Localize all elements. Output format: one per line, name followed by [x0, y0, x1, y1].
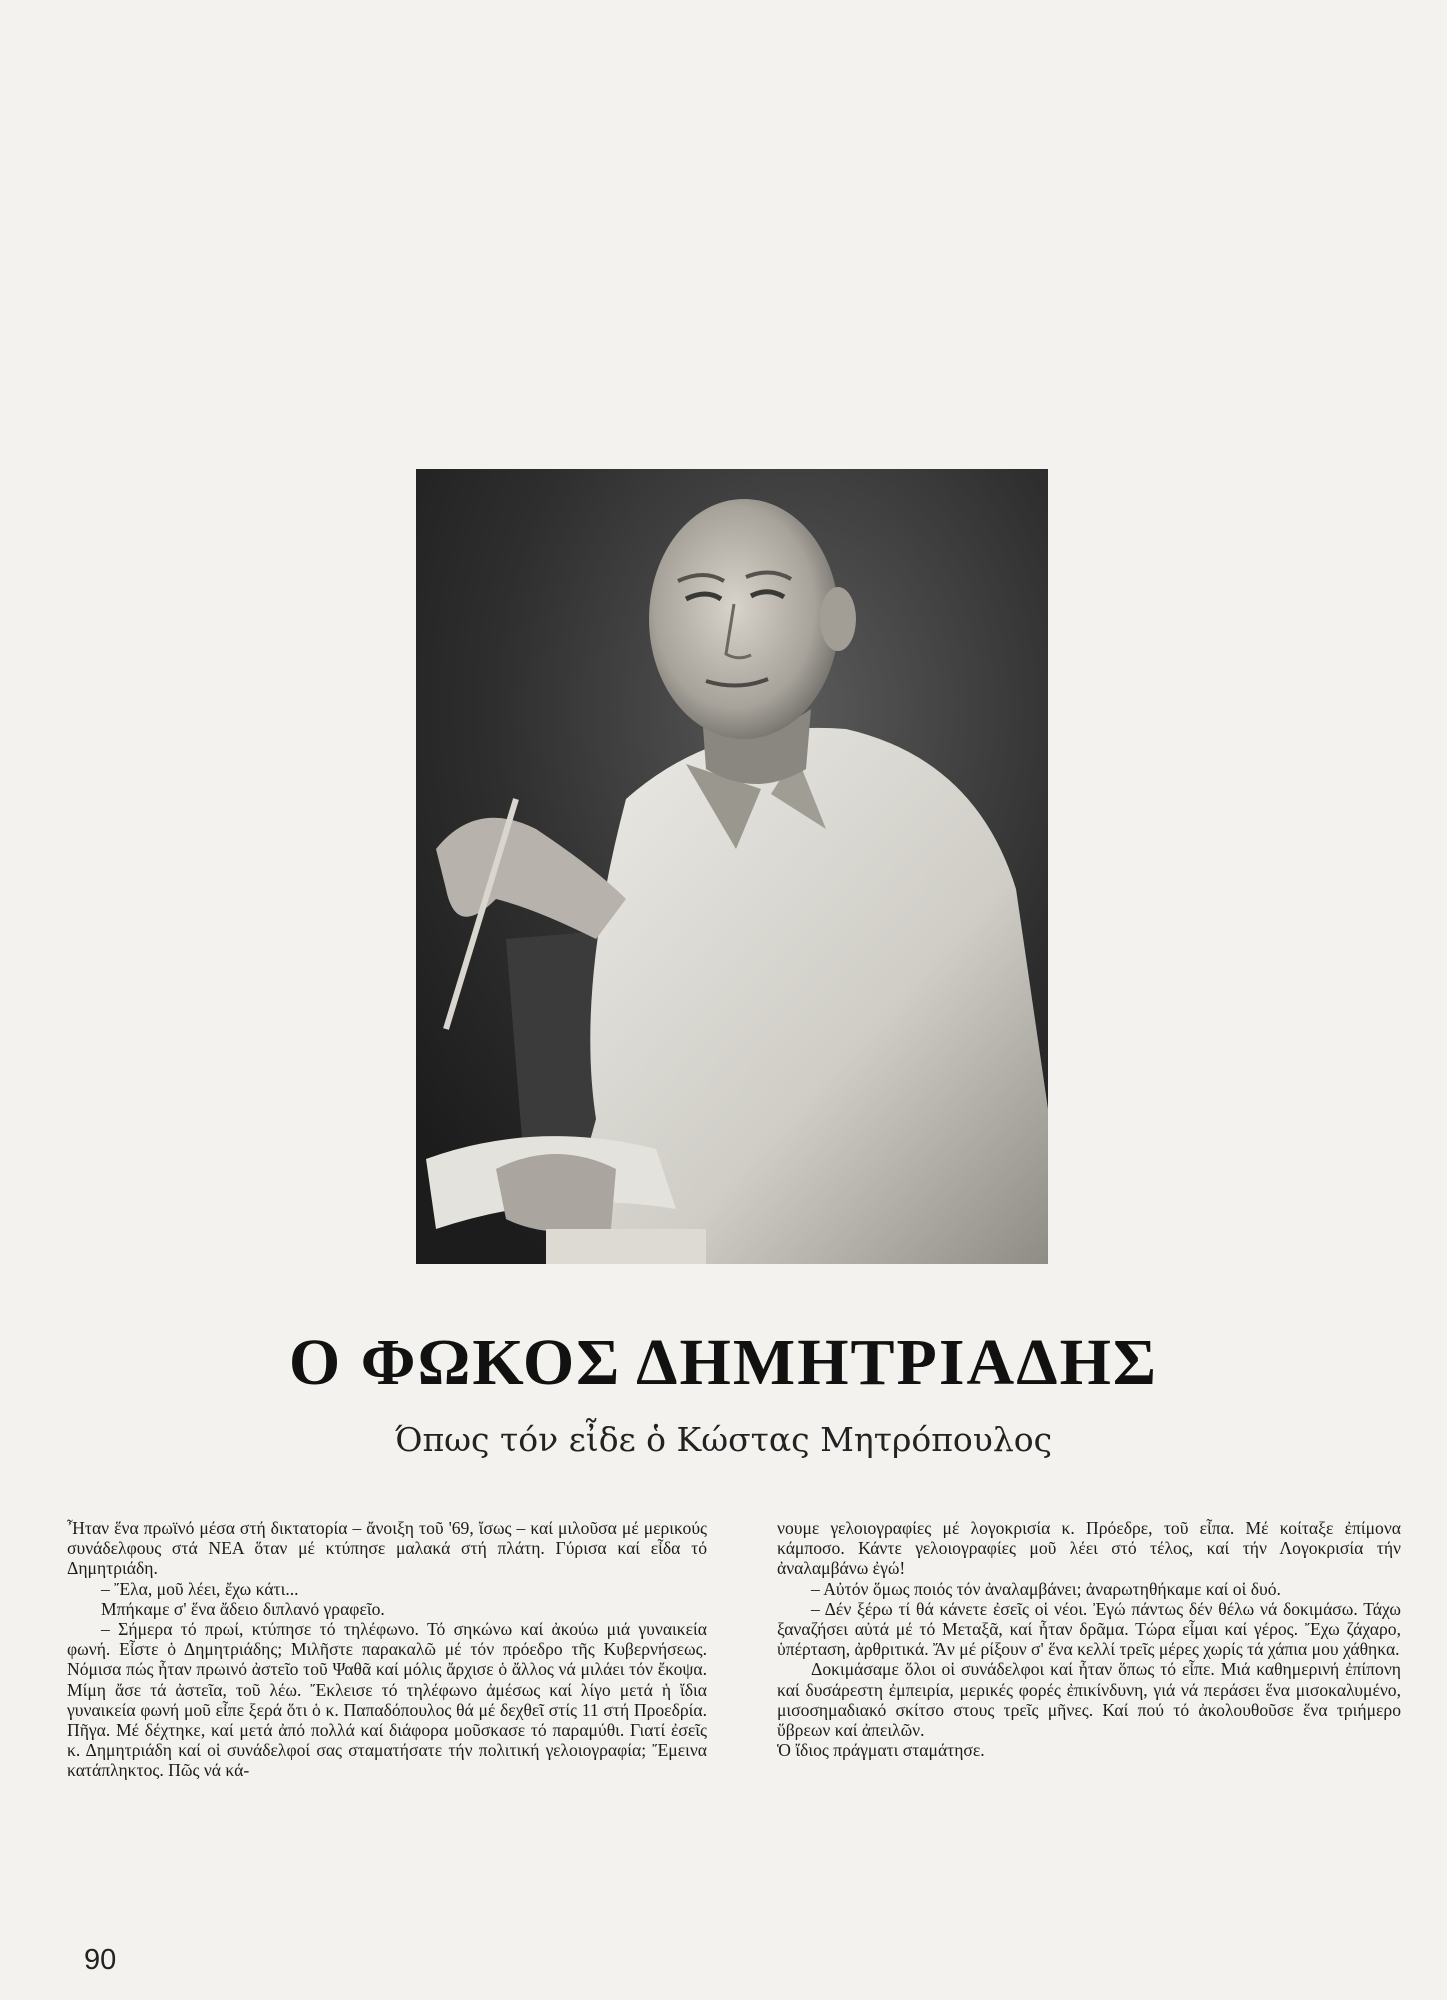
- article-subtitle: Όπως τόν εἶδε ὁ Κώστας Μητρόπουλος: [394, 1420, 1053, 1459]
- paragraph: Ὁ ἴδιος πράγματι σταμάτησε.: [777, 1740, 985, 1761]
- page-number: 90: [84, 1944, 117, 1976]
- paragraph: – Σήμερα τό πρωί, κτύπησε τό τηλέφωνο. Τό σηκώνω καί ἀκούω μιά γυναικεία φωνή. Εἶστε ὁ Δημητριάδης; Μιλῆστε παρακαλῶ μέ τόν πρόεδρο τῆς Κυβερνήσεως. Νόμισα πώς ἦταν πρωινό ἀστεῖο τοῦ Ψαθᾶ καί μόλις ἄρχισε ὁ ἄλλος νά μιλάει τόν ἔκοψα. Μίμη ἄσε τά ἀστεῖα, τοῦ λέω. Ἔκλεισε τό τηλέφωνο ἀμέσως καί λίγο μετά ἡ ἴδια γυναικεία φωνή μοῦ εἶπε ξερά ὅτι ὁ κ. Παπαδόπουλος θά μέ δεχθεῖ στίς 11 στή Προεδρία. Πῆγα. Μέ δέχτηκε, καί μετά ἀπό πολλά καί διάφορα μοῦσκασε τό παραμύθι. Γιατί ἐσεῖς κ. Δημητριάδη καί οἱ συνάδελφοί σας σταματήσατε τήν πολιτική γελοιογραφία; Ἔμεινα κατάπληκτος. Πῶς νά κά-: [67, 1619, 707, 1781]
- paragraph: – Ἔλα, μοῦ λέει, ἔχω κάτι...: [101, 1578, 299, 1599]
- article-title: Ο ΦΩΚΟΣ ΔΗΜΗΤΡΙΑΔΗΣ: [288, 1326, 1159, 1399]
- paragraph: – Δέν ξέρω τί θά κάνετε ἐσεῖς οἱ νέοι. Ἐγώ πάντως δέν θέλω νά δοκιμάσω. Τάχω ξαναζήσει αὐτά μέ τό Μεταξᾶ, καί ἦταν δρᾶμα. Τώρα εἶμαι καί γέρος. Ἔχω ζάχαρο, ὑπέρταση, ἀρθριτικά. Ἄν μέ ρίξουν σ' ἕνα κελλί τρεῖς μέρες χωρίς τά χάπια μου χάθηκα.: [777, 1598, 1401, 1660]
- paragraph: – Αὐτόν ὅμως ποιός τόν ἀναλαμβάνει; ἀναρωτηθήκαμε καί οἱ δυό.: [811, 1578, 1281, 1599]
- paragraph: νουμε γελοιογραφίες μέ λογοκρισία κ. Πρόεδρε, τοῦ εἶπα. Μέ κοίταξε ἐπίμονα κάμποσο. Κάντε γελοιογραφίες μοῦ λέει στό τέλος, καί τήν Λογοκρισία τήν ἀναλαμβάνω ἐγώ!: [777, 1518, 1401, 1579]
- left-column: [67, 1518, 707, 1781]
- portrait-illustration: [416, 469, 1048, 1264]
- paragraph: Μπήκαμε σ' ἕνα ἄδειο διπλανό γραφεῖο.: [101, 1598, 385, 1619]
- paragraph: Δοκιμάσαμε ὅλοι οἱ συνάδελφοι καί ἦταν ὅπως τό εἶπε. Μιά καθημερινή ἐπίπονη καί δυσάρεστη ἐμπειρία, μερικές φορές ἐπικίνδυνη, γιά νά περάσει ἕνα μισοκαλυμένο, μισοσημαδιακό σκίτσο στους τρεῖς μῆνες. Καί πού τό ἀκολουθοῦσε ἕνα τριήμερο ὕβρεων καί ἀπειλῶν.: [777, 1659, 1401, 1741]
- portrait-photo: [416, 469, 1048, 1264]
- right-column: [777, 1518, 1401, 1760]
- paragraph: Ἦταν ἕνα πρωϊνό μέσα στή δικτατορία – ἄνοιξη τοῦ '69, ἴσως – καί μιλοῦσα μέ μερικούς συνάδελφους στά ΝΕΑ ὅταν μέ κτύπησε μαλακά στή πλάτη. Γύρισα καί εἶδα τό Δημητριάδη.: [67, 1518, 707, 1579]
